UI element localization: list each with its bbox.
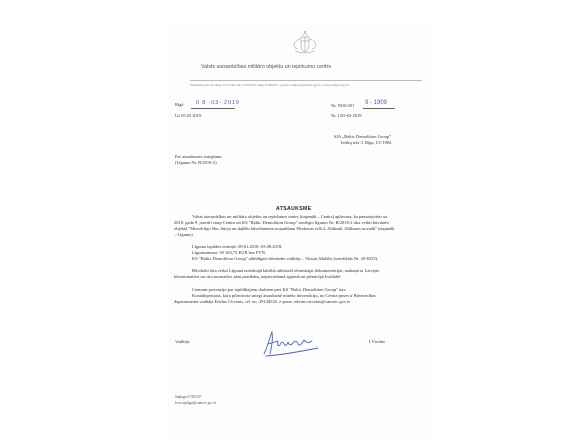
body-paragraph-3: Līgumsumma: 39 163,73 EUR bez PVN. bbox=[192, 250, 267, 255]
reference-number: Nr. 1/05-02-2019 bbox=[331, 113, 362, 118]
handwritten-signature-icon bbox=[260, 328, 324, 358]
recipient-name: SIA „Baltic Demolition Group” bbox=[334, 134, 392, 139]
handwritten-number: 9 - 1909 bbox=[365, 100, 388, 106]
footer-contact-name: Saplaga 67301107 bbox=[175, 395, 202, 399]
subject-line: Par atsauksmes sniegšanu bbox=[175, 154, 222, 159]
latvia-coat-of-arms-icon bbox=[290, 30, 320, 56]
footer-contact-email: Ieva.saplaga@vamoic.gov.lv bbox=[175, 401, 217, 405]
organization-address: Ernestīnes iela 34, Rīga, LV-1046, tālr. 67300200, fakss 67300207, e-pasts: vamoic@vamoic.gov.lv, www.vamoic.gov.lv bbox=[190, 83, 350, 87]
handwritten-date: 0 8 -03- 2019 bbox=[196, 100, 240, 106]
number-underline bbox=[363, 108, 395, 109]
letterhead-divider bbox=[190, 80, 422, 81]
date-underline bbox=[191, 108, 235, 109]
place-label: Rīgā bbox=[175, 102, 184, 107]
number-label: Nr. NOS/201 bbox=[331, 103, 355, 108]
reference-date: Uz 05.02.2019. bbox=[175, 113, 203, 118]
document-title: ATSAUKSME bbox=[276, 206, 312, 212]
body-paragraph-2: Līguma izpildes termiņš: 09.01.2018.-03.08.2018. bbox=[192, 244, 283, 249]
signatory-name: I.Vucāns bbox=[369, 339, 385, 344]
recipient-address: Ierikų iela 3, Rīga, LV-1084 bbox=[341, 140, 392, 145]
body-paragraph-6: Centram pretenziju par izpildītajiem darbiem pret KS "Baltic Demolition Group" nav. bbox=[192, 287, 347, 292]
body-paragraph-5: Būvdarbi tika veikti Līgumā noteiktajā kārtībā atbilstoši tehniskajai dokumentācijai, saskaņā ar Latvijas būvnormatīvu un citu normatīvo aktu prasībām, nepieciešamā apjomā un pienācīgā kvalitātē. bbox=[174, 268, 379, 280]
organization-name: Valsts aizsardzības militāro objektu un iepirkumu centrs bbox=[201, 64, 332, 70]
body-paragraph-7: Kontaktpersona, kura pilnvarota sniegt atsauksmē minēto informāciju, no Centra puses ir Būvniecības departamenta vadītājs Edvīns Circenis, tel. no. 29144530, e-pasts: edvins.circenis@vamoic.gov.lv. bbox=[174, 293, 376, 305]
body-paragraph-1: Valsts aizsardzības un militāro objektu un iepirkumu centrs (turpmāk – Centrs) apliecina, ka pamatojoties uz 2018. gada 9. janvārī starp Centru un KS "Baltic Demolition Group" noslēgto līgumu Nr. B/2018-2 tika veikti būvdarbi objektā "Murvērtīgo ēku, būvju un daļēdu būvelementu nojaukšana Pleskavas ielā 2, Alūksnē, Alūksnes novadā" (turpmāk – Līgums). bbox=[174, 214, 395, 238]
body-paragraph-4: KS "Baltic Demolition Group" atbildīgais būvdarbu vadītājs – Vitauts Mažilis (sertifikāts Nr. 20-6535). bbox=[192, 256, 379, 261]
signatory-position: Vadītājs bbox=[175, 339, 190, 344]
subject-contract: (Līgums Nr. B/2018-2) bbox=[175, 160, 217, 165]
